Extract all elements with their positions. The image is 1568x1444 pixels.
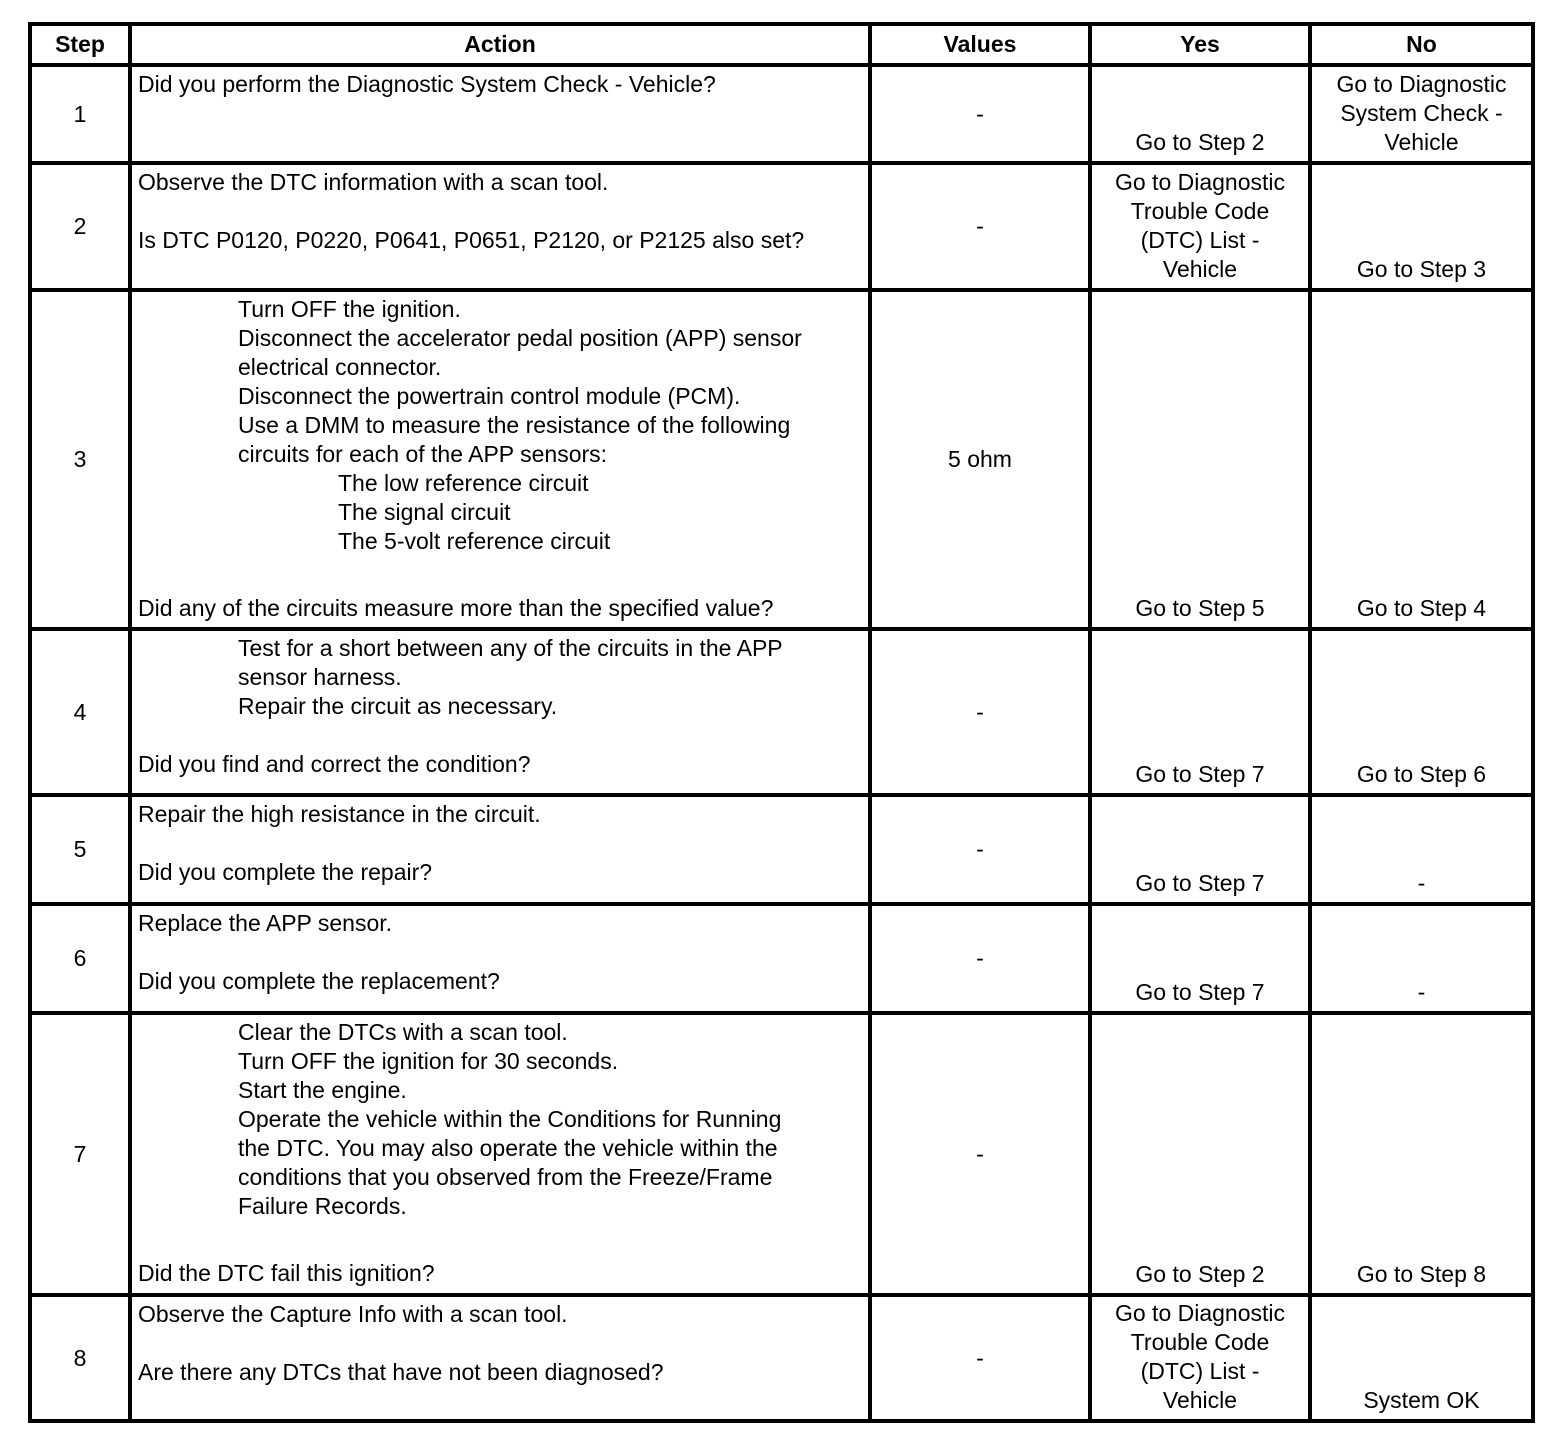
action-text: Observe the Capture Info with a scan tool. <box>138 1301 568 1327</box>
diagnostic-table <box>28 22 1535 1423</box>
action-text: Did you perform the Diagnostic System Check - Vehicle? <box>138 71 716 97</box>
yes-text: Go to Step 7 <box>1135 870 1265 896</box>
no-cell <box>1310 290 1533 629</box>
action-instruction: circuits for each of the APP sensors: <box>238 441 608 467</box>
action-question: Did the DTC fail this ignition? <box>138 1260 435 1286</box>
table-row <box>30 1295 1533 1421</box>
action-cell <box>130 904 870 1013</box>
no-cell <box>1310 1013 1533 1295</box>
yes-text: Trouble Code <box>1130 198 1270 224</box>
values-cell: - <box>870 163 1090 290</box>
yes-text: Go to Step 2 <box>1135 1261 1265 1287</box>
yes-cell <box>1090 65 1310 163</box>
yes-text: Go to Step 7 <box>1135 761 1265 787</box>
step-number: 7 <box>30 1013 130 1295</box>
step-number: 8 <box>30 1295 130 1421</box>
action-instruction: electrical connector. <box>238 354 442 380</box>
yes-cell <box>1090 163 1310 290</box>
action-instruction: Turn OFF the ignition for 30 seconds. <box>238 1048 619 1074</box>
yes-text: Go to Diagnostic <box>1114 1300 1286 1326</box>
action-instruction: sensor harness. <box>238 664 402 690</box>
action-instruction: conditions that you observed from the Freeze/Frame <box>238 1164 773 1190</box>
action-instruction: Turn OFF the ignition. <box>238 296 461 322</box>
header-row <box>30 24 1533 65</box>
header-yes: Yes <box>1090 24 1310 65</box>
action-text: Observe the DTC information with a scan tool. <box>138 169 609 195</box>
no-text: System Check - <box>1340 100 1503 126</box>
no-cell <box>1310 904 1533 1013</box>
action-sub-instruction: The low reference circuit <box>338 470 589 496</box>
action-instruction: Failure Records. <box>238 1193 407 1219</box>
action-instruction: Operate the vehicle within the Conditions for Running <box>238 1106 782 1132</box>
table-body <box>30 65 1533 1421</box>
header-action: Action <box>130 24 870 65</box>
values-cell: - <box>870 795 1090 904</box>
step-number: 5 <box>30 795 130 904</box>
yes-cell <box>1090 629 1310 795</box>
no-text: Go to Step 4 <box>1356 595 1487 621</box>
no-text: Go to Step 6 <box>1356 761 1487 787</box>
action-instruction: Disconnect the accelerator pedal position (APP) sensor <box>238 325 802 351</box>
spacer <box>138 1329 862 1358</box>
action-text: Replace the APP sensor. <box>138 910 393 936</box>
values-cell: - <box>870 1013 1090 1295</box>
yes-cell <box>1090 795 1310 904</box>
no-cell <box>1310 65 1533 163</box>
no-text: Go to Step 8 <box>1356 1261 1487 1287</box>
no-text: Go to Step 3 <box>1356 256 1487 282</box>
spacer <box>138 721 862 750</box>
table-row <box>30 1013 1533 1295</box>
no-text: - <box>1417 870 1426 896</box>
action-instruction: Start the engine. <box>238 1077 407 1103</box>
action-instruction: Use a DMM to measure the resistance of the following <box>238 412 791 438</box>
yes-text: (DTC) List - <box>1140 1358 1260 1384</box>
values-cell: 5 ohm <box>870 290 1090 629</box>
action-cell <box>130 629 870 795</box>
action-text: Repair the high resistance in the circuit. <box>138 801 541 827</box>
table-row <box>30 163 1533 290</box>
step-number: 1 <box>30 65 130 163</box>
spacer <box>138 829 862 858</box>
spacer <box>138 1221 862 1259</box>
yes-cell <box>1090 1295 1310 1421</box>
action-question: Did any of the circuits measure more than the specified value? <box>138 595 774 621</box>
action-instruction: Clear the DTCs with a scan tool. <box>238 1019 568 1045</box>
action-question: Are there any DTCs that have not been diagnosed? <box>138 1359 664 1385</box>
no-cell <box>1310 1295 1533 1421</box>
action-sub-instruction: The 5-volt reference circuit <box>338 528 611 554</box>
values-cell: - <box>870 629 1090 795</box>
header-step: Step <box>30 24 130 65</box>
action-question: Did you find and correct the condition? <box>138 751 531 777</box>
yes-text: Go to Step 7 <box>1135 979 1265 1005</box>
values-cell: - <box>870 65 1090 163</box>
step-number: 6 <box>30 904 130 1013</box>
action-cell <box>130 163 870 290</box>
yes-text: Go to Step 5 <box>1135 595 1265 621</box>
action-cell <box>130 1295 870 1421</box>
spacer <box>138 197 862 226</box>
spacer <box>138 938 862 967</box>
action-question: Did you complete the repair? <box>138 859 433 885</box>
yes-cell <box>1090 1013 1310 1295</box>
spacer <box>138 556 862 594</box>
action-cell <box>130 290 870 629</box>
step-number: 3 <box>30 290 130 629</box>
step-number: 4 <box>30 629 130 795</box>
yes-text: Vehicle <box>1162 1387 1238 1413</box>
table-row <box>30 629 1533 795</box>
action-cell <box>130 65 870 163</box>
yes-text: (DTC) List - <box>1140 227 1260 253</box>
values-cell: - <box>870 904 1090 1013</box>
yes-text: Go to Diagnostic <box>1114 169 1286 195</box>
yes-cell <box>1090 904 1310 1013</box>
no-text: System OK <box>1363 1387 1480 1413</box>
values-cell: - <box>870 1295 1090 1421</box>
table-row <box>30 904 1533 1013</box>
table-row <box>30 65 1533 163</box>
yes-text: Trouble Code <box>1130 1329 1270 1355</box>
table-row <box>30 795 1533 904</box>
header-values: Values <box>870 24 1090 65</box>
no-text: Go to Diagnostic <box>1336 71 1507 97</box>
action-question: Did you complete the replacement? <box>138 968 500 994</box>
action-instruction: Disconnect the powertrain control module (PCM). <box>238 383 741 409</box>
no-cell <box>1310 163 1533 290</box>
table-row <box>30 290 1533 629</box>
action-instruction: Test for a short between any of the circuits in the APP <box>238 635 783 661</box>
action-sub-instruction: The signal circuit <box>338 499 511 525</box>
header-no: No <box>1310 24 1533 65</box>
no-cell <box>1310 795 1533 904</box>
action-cell <box>130 1013 870 1295</box>
action-question: Is DTC P0120, P0220, P0641, P0651, P2120, or P2125 also set? <box>138 227 805 253</box>
no-text: - <box>1417 979 1426 1005</box>
action-instruction: Repair the circuit as necessary. <box>238 693 558 719</box>
action-instruction: the DTC. You may also operate the vehicle within the <box>238 1135 778 1161</box>
yes-cell <box>1090 290 1310 629</box>
step-number: 2 <box>30 163 130 290</box>
no-text: Vehicle <box>1384 129 1459 155</box>
action-cell <box>130 795 870 904</box>
yes-text: Go to Step 2 <box>1135 129 1265 155</box>
yes-text: Vehicle <box>1162 256 1238 282</box>
no-cell <box>1310 629 1533 795</box>
